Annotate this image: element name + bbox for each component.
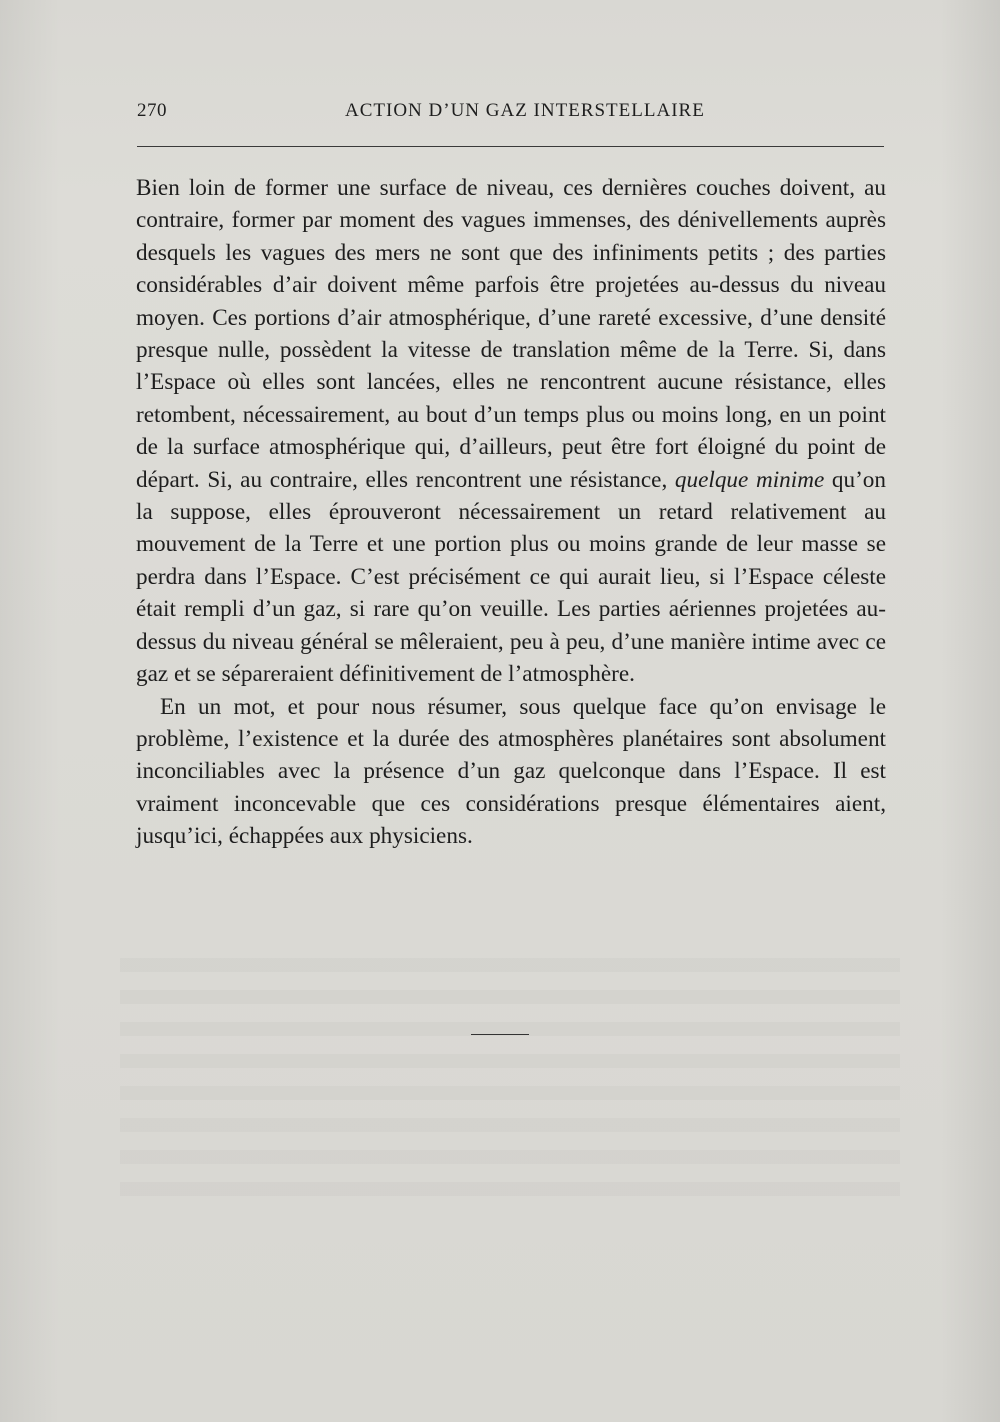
show-through-text	[120, 940, 900, 1200]
paragraph-1-italic: quelque minime	[674, 466, 825, 493]
end-rule	[471, 1034, 529, 1035]
page-number: 270	[137, 100, 167, 121]
header-rule	[137, 146, 884, 147]
body-text	[136, 172, 886, 853]
paragraph-1	[136, 172, 886, 691]
running-title: ACTION D’UN GAZ INTERSTELLAIRE	[345, 100, 705, 121]
paragraph-1-part-2: qu’on la suppose, elles éprouveront nécessairement un retard relativement au mouvement de la Terre et une portion plus ou moins grande de leur masse se perdra dans l’Espace. C’est précisément ce qui aurait lieu, si l’Espace céleste était rempli d’un gaz, si rare qu’on veuille. Les parties aériennes projetées au-dessus du niveau général se mêleraient, peu à peu, d’une manière intime avec ce gaz et se sépareraient définitivement de l’atmosphère.	[136, 466, 886, 688]
paragraph-1-part-1: Bien loin de former une surface de niveau, ces dernières couches doivent, au contraire, former par moment des vagues immenses, des dénivellements auprès desquels les vagues des mers ne sont que des infiniments petits ; des parties considérables d’air doivent même parfois être projetées au-dessus du niveau moyen. Ces portions d’air atmosphérique, d’une rareté excessive, d’une densité presque nulle, possèdent la vitesse de translation même de la Terre. Si, dans l’Espace où elles sont lancées, elles ne rencontrent aucune résistance, elles retombent, nécessairement, au bout d’un temps plus ou moins long, en un point de la surface atmosphérique qui, d’ailleurs, peut être fort éloigné du point de départ. Si, au contraire, elles rencontrent une résistance,	[136, 175, 886, 493]
paragraph-2: En un mot, et pour nous résumer, sous quelque face qu’on envisage le problème, l’existence et la durée des atmosphères planétaires sont absolument inconciliables avec la présence d’un gaz quelconque dans l’Espace. Il est vraiment inconcevable que ces considérations presque élémentaires aient, jusqu’ici, échappées aux physiciens.	[136, 693, 886, 850]
page-header	[137, 100, 883, 130]
